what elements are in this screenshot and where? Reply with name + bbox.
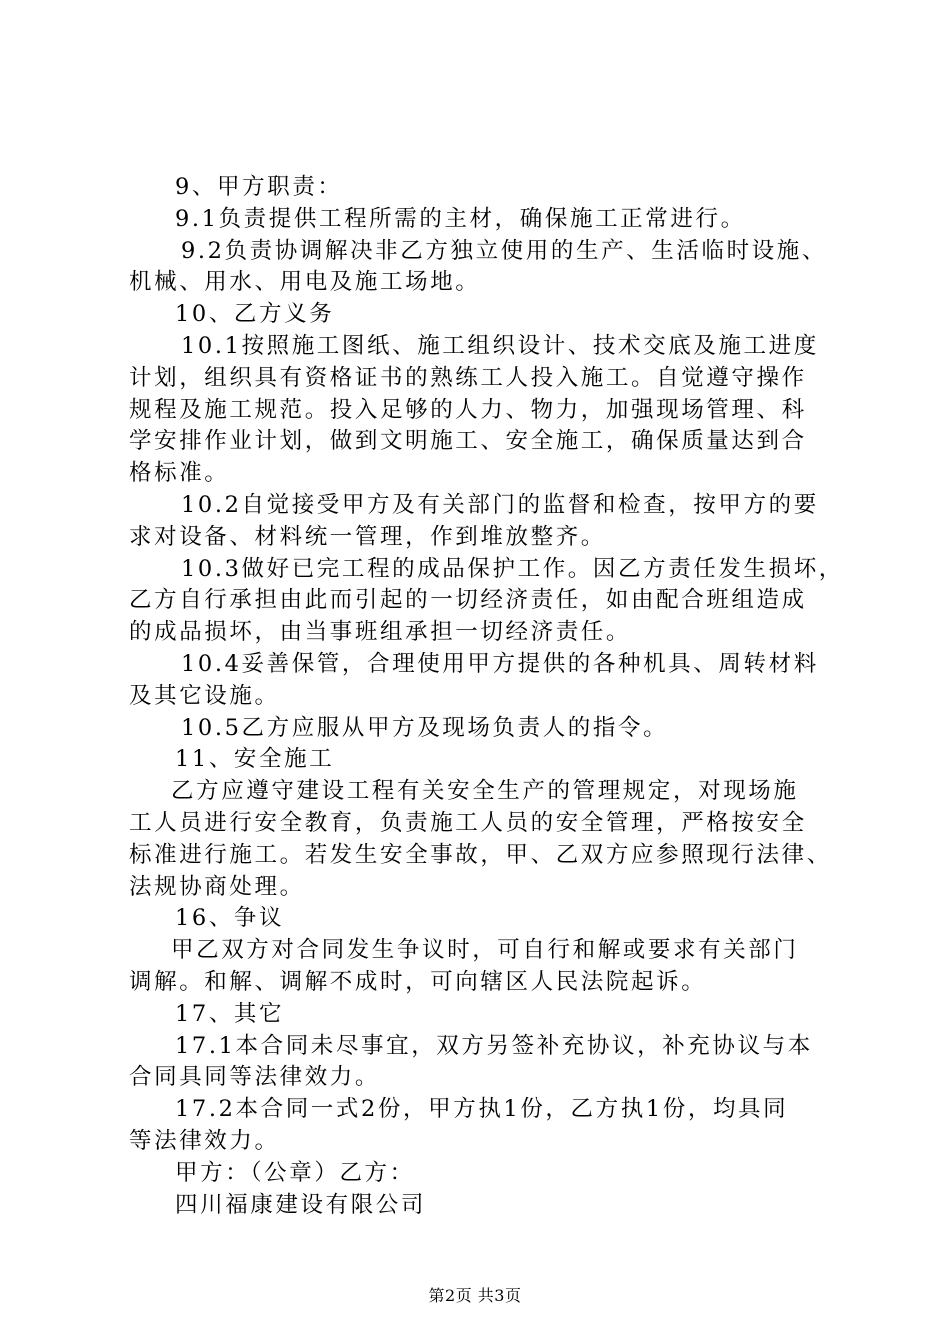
paragraph-line: 10.1按照施工图纸、施工组织设计、技术交底及施工进度 [181,332,819,359]
page-number-footer: 第2页 共3页 [428,1286,522,1305]
paragraph-line: 标准进行施工。若发生安全事故，甲、乙双方应参照现行法律、 [129,841,832,868]
section-heading-11: 11、安全施工 [175,746,335,773]
paragraph-line: 合同具同等法律效力。 [129,1064,381,1091]
paragraph-line: 机械、用水、用电及施工场地。 [129,269,481,296]
paragraph-line: 工人员进行安全教育，负责施工人员的安全管理，严格按安全 [129,809,807,836]
paragraph-line: 格标准。 [129,460,230,487]
paragraph-line: 计划，组织具有资格证书的熟练工人投入施工。自觉遵守操作 [129,364,807,391]
company-name: 四川福康建设有限公司 [175,1191,427,1218]
paragraph-line: 的成品损坏，由当事班组承担一切经济责任。 [129,619,632,646]
paragraph-line: 调解。和解、调解不成时，可向辖区人民法院起诉。 [129,968,707,995]
paragraph-line: 求对设备、材料统一管理，作到堆放整齐。 [129,523,606,550]
paragraph-line: 17.1本合同未尽事宜，双方另签补充协议，补充协议与本 [175,1032,813,1059]
paragraph-line: 及其它设施。 [129,682,280,709]
document-body [129,172,849,1221]
paragraph-line: 乙方自行承担由此而引起的一切经济责任，如由配合班组造成 [129,587,807,614]
paragraph-line: 17.2本合同一式2份，甲方执1份，乙方执1份，均具同 [175,1096,789,1123]
signature-line: 甲方：（公章）乙方： [175,1159,415,1186]
paragraph-line: 10.3做好已完工程的成品保护工作。因乙方责任发生损坏， [181,555,844,582]
section-heading-9: 9、甲方职责： [175,174,343,200]
section-heading-10: 10、乙方义务 [175,301,335,328]
paragraph-line: 9.1负责提供工程所需的主材，确保施工正常进行。 [175,205,746,232]
paragraph-line: 甲乙双方对合同发生争议时，可自行和解或要求有关部门 [171,937,799,964]
paragraph-line: 等法律效力。 [129,1127,280,1154]
paragraph-line: 9.2负责协调解决非乙方独立使用的生产、生活临时设施、 [181,237,827,264]
paragraph-line: 10.4妥善保管，合理使用甲方提供的各种机具、周转材料 [181,650,819,677]
paragraph-line: 10.5乙方应服从甲方及现场负责人的指令。 [181,714,669,741]
paragraph-line: 法规协商处理。 [129,873,305,900]
paragraph-line: 10.2自觉接受甲方及有关部门的监督和检查，按甲方的要 [181,491,819,518]
section-heading-17: 17、其它 [175,1000,285,1027]
section-heading-16: 16、争议 [175,905,285,932]
paragraph-line: 乙方应遵守建设工程有关安全生产的管理规定，对现场施 [171,778,799,805]
paragraph-line: 规程及施工规范。投入足够的人力、物力，加强现场管理、科 [129,396,807,423]
paragraph-line: 学安排作业计划，做到文明施工、安全施工，确保质量达到合 [129,428,807,455]
